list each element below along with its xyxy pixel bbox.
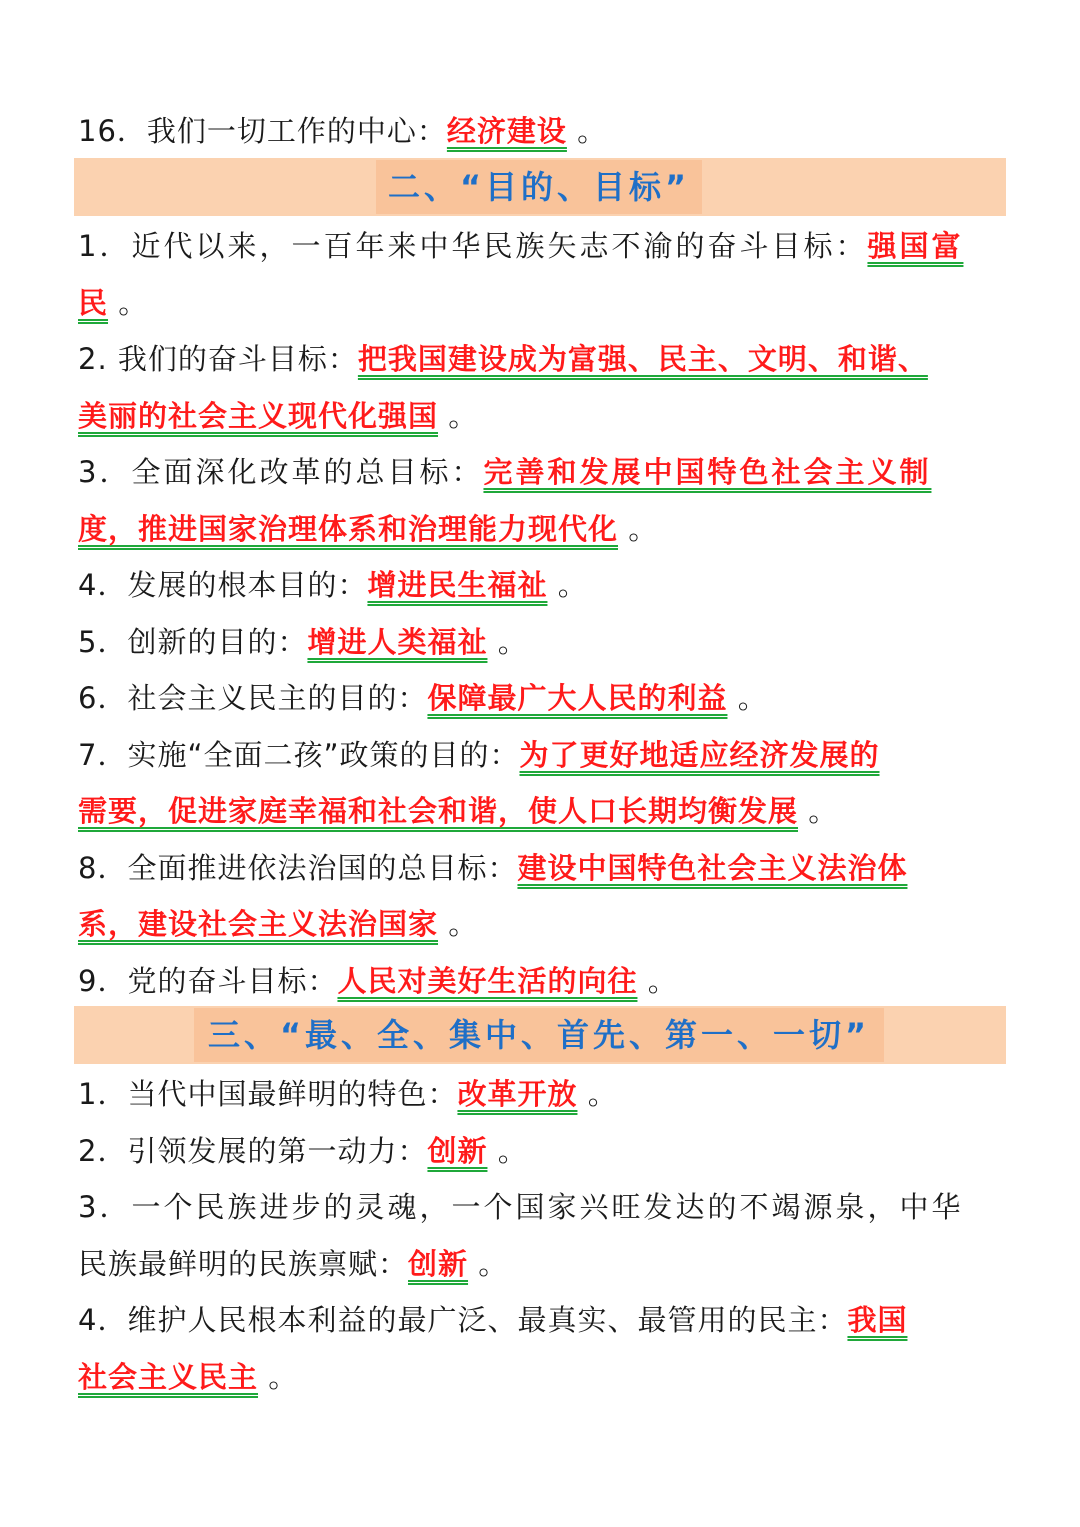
item-prefix: 2．引领发展的第一动力： (78, 1134, 428, 1168)
s3-item-4-line2 (78, 1357, 1008, 1397)
item-answer: 为了更好地适应经济发展的 (519, 738, 880, 772)
item-answer: 完善和发展中国特色社会主义制 (483, 455, 932, 489)
item-answer: 增进民生福祉 (367, 568, 548, 602)
item-answer: 把我国建设成为富强、民主、文明、和谐、 (357, 342, 928, 376)
s2-item-7-line2 (78, 791, 1008, 831)
item-prefix: 2. 我们的奋斗目标： (78, 342, 358, 376)
item-prefix: 5．创新的目的： (78, 625, 308, 659)
section-header-2 (74, 158, 1006, 216)
item-suffix: 。 (587, 1077, 618, 1111)
item-answer: 社会主义民主 (78, 1360, 259, 1394)
item-suffix: 。 (577, 114, 608, 148)
item-16 (78, 111, 1008, 151)
s2-item-1-line2 (78, 283, 1008, 323)
item-prefix: 7．实施“全面二孩”政策的目的： (78, 738, 520, 772)
item-answer: 系，建设社会主义法治国家 (78, 907, 439, 941)
item-suffix: 。 (737, 681, 768, 715)
s2-item-8-line2 (78, 904, 1008, 944)
s2-item-7-line1 (78, 735, 1008, 775)
item-answer: 人民对美好生活的向往 (337, 964, 638, 998)
section-header-3 (74, 1006, 1006, 1064)
item-prefix: 民族最鲜明的民族禀赋： (78, 1247, 409, 1281)
section-title-2: 二、“目的、目标” (376, 160, 702, 214)
item-answer: 美丽的社会主义现代化强国 (78, 399, 439, 433)
item-answer: 度，推进国家治理体系和治理能力现代化 (78, 512, 619, 546)
item-suffix: 。 (497, 1134, 528, 1168)
item-prefix: 1．当代中国最鲜明的特色： (78, 1077, 458, 1111)
item-suffix: 。 (478, 1247, 509, 1281)
s2-item-2-line1 (78, 339, 1008, 379)
item-suffix: 。 (647, 964, 678, 998)
item-suffix: 。 (628, 512, 659, 546)
item-answer: 创新 (408, 1247, 469, 1281)
item-answer: 我国 (847, 1303, 908, 1337)
s3-item-3-line1 (78, 1187, 1008, 1227)
item-suffix: 。 (268, 1360, 299, 1394)
item-answer: 创新 (427, 1134, 488, 1168)
item-prefix: 16．我们一切工作的中心： (78, 114, 447, 148)
item-prefix: 4．发展的根本目的： (78, 568, 368, 602)
item-answer: 经济建设 (446, 114, 567, 148)
item-answer: 保障最广大人民的利益 (427, 681, 728, 715)
item-answer: 增进人类福祉 (307, 625, 488, 659)
s2-item-5 (78, 622, 1008, 662)
item-prefix: 8．全面推进依法治国的总目标： (78, 851, 518, 885)
item-answer: 建设中国特色社会主义法治体 (517, 851, 908, 885)
item-suffix: 。 (448, 399, 479, 433)
s2-item-2-line2 (78, 396, 1008, 436)
s2-item-3-line2 (78, 509, 1008, 549)
item-suffix: 。 (118, 286, 149, 320)
item-suffix: 。 (497, 625, 528, 659)
item-prefix: 9．党的奋斗目标： (78, 964, 338, 998)
s2-item-6 (78, 678, 1008, 718)
item-prefix: 3．全面深化改革的总目标： (78, 455, 484, 489)
s2-item-8-line1 (78, 848, 1008, 888)
item-prefix: 6．社会主义民主的目的： (78, 681, 428, 715)
s2-item-9 (78, 961, 1008, 1001)
item-suffix: 。 (808, 794, 839, 828)
s3-item-3-line2 (78, 1244, 1008, 1284)
item-prefix: 4．维护人民根本利益的最广泛、最真实、最管用的民主： (78, 1303, 848, 1337)
item-suffix: 。 (448, 907, 479, 941)
s3-item-2 (78, 1131, 1008, 1171)
item-answer: 需要，促进家庭幸福和社会和谐，使人口长期均衡发展 (78, 794, 799, 828)
s3-item-1 (78, 1074, 1008, 1114)
s2-item-4 (78, 565, 1008, 605)
item-suffix: 。 (557, 568, 588, 602)
item-answer: 强国富 (867, 229, 964, 263)
s3-item-4-line1 (78, 1300, 1008, 1340)
section-title-3: 三、“最、全、集中、首先、第一、一切” (194, 1008, 884, 1062)
item-text: 3．一个民族进步的灵魂，一个国家兴旺发达的不竭源泉，中华 (78, 1190, 964, 1224)
item-answer: 改革开放 (457, 1077, 578, 1111)
item-answer: 民 (78, 286, 109, 320)
s2-item-3-line1 (78, 452, 1008, 492)
s2-item-1-line1 (78, 226, 1008, 266)
item-prefix: 1．近代以来，一百年来中华民族矢志不渝的奋斗目标： (78, 229, 868, 263)
